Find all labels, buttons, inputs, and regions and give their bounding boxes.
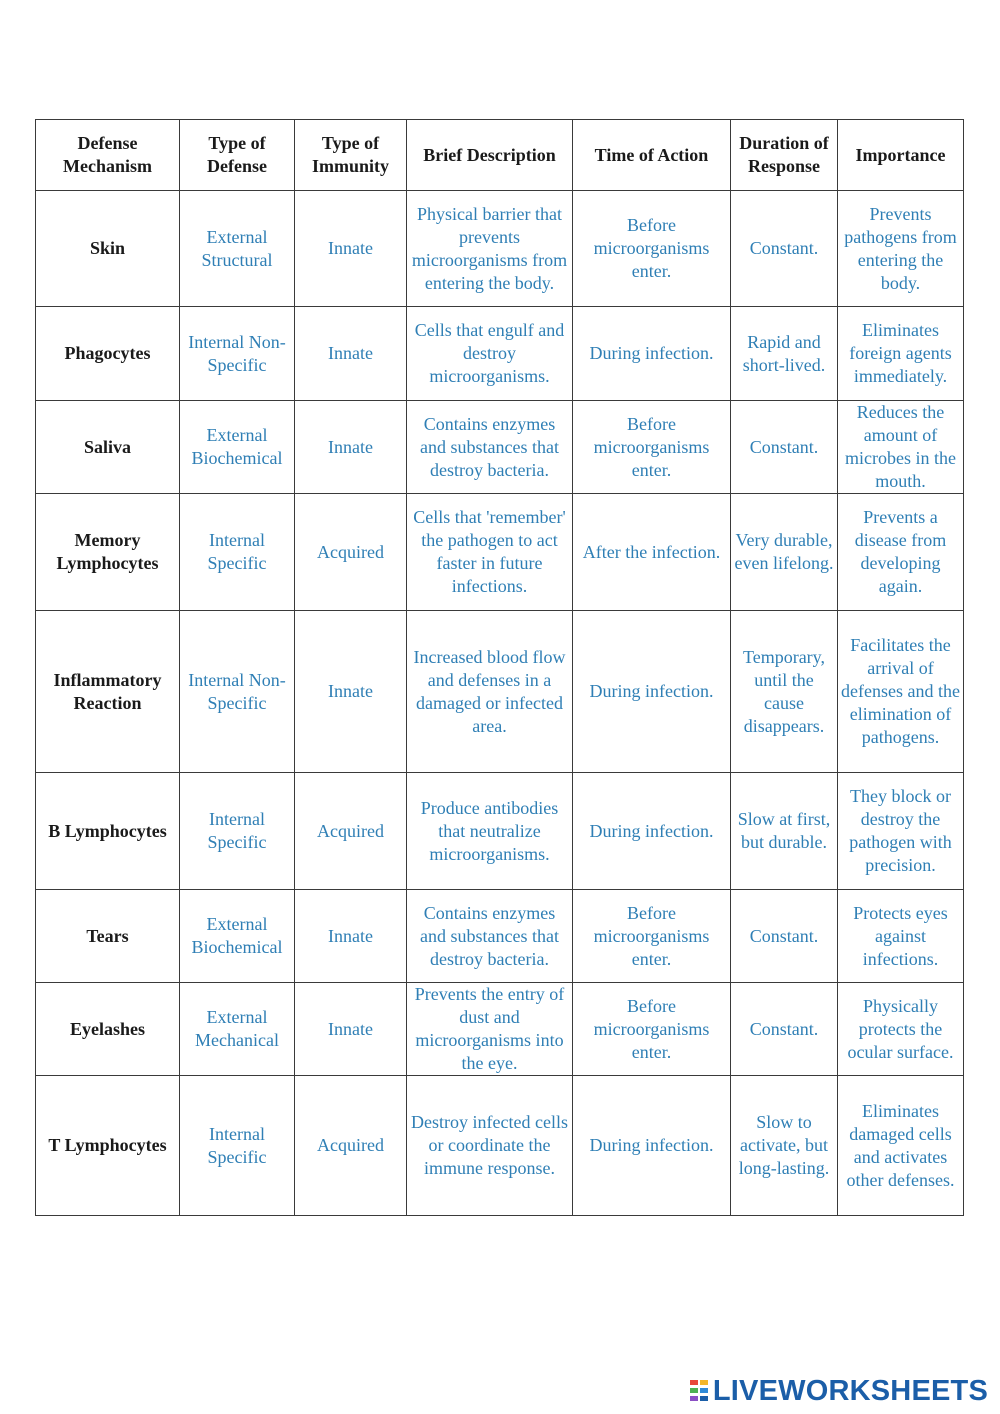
header-type-of-defense: Type of Defense — [180, 120, 295, 191]
type-of-defense-cell: Internal Specific — [180, 1076, 295, 1216]
brief-description-cell: Produce antibodies that neutralize microorganisms. — [407, 773, 573, 890]
type-of-immunity-cell: Innate — [295, 401, 407, 494]
type-of-immunity-cell: Innate — [295, 890, 407, 983]
importance-cell: They block or destroy the pathogen with precision. — [838, 773, 964, 890]
time-of-action-cell: Before microorganisms enter. — [573, 191, 731, 307]
type-of-defense-cell: Internal Specific — [180, 494, 295, 611]
type-of-immunity-cell: Innate — [295, 611, 407, 773]
mechanism-cell: Eyelashes — [36, 983, 180, 1076]
importance-cell: Protects eyes against infections. — [838, 890, 964, 983]
duration-of-response-cell: Temporary, until the cause disappears. — [731, 611, 838, 773]
header-row — [36, 120, 964, 191]
mechanism-cell: Tears — [36, 890, 180, 983]
header-duration-of-response: Duration of Response — [731, 120, 838, 191]
header-defense-mechanism: Defense Mechanism — [36, 120, 180, 191]
time-of-action-cell: Before microorganisms enter. — [573, 890, 731, 983]
mechanism-cell: Saliva — [36, 401, 180, 494]
type-of-immunity-cell: Acquired — [295, 773, 407, 890]
importance-cell: Prevents a disease from developing again. — [838, 494, 964, 611]
duration-of-response-cell: Slow to activate, but long-lasting. — [731, 1076, 838, 1216]
brief-description-cell: Cells that engulf and destroy microorganisms. — [407, 307, 573, 401]
type-of-defense-cell: External Structural — [180, 191, 295, 307]
mechanism-cell: Phagocytes — [36, 307, 180, 401]
brief-description-cell: Physical barrier that prevents microorganisms from entering the body. — [407, 191, 573, 307]
duration-of-response-cell: Very durable, even lifelong. — [731, 494, 838, 611]
duration-of-response-cell: Constant. — [731, 890, 838, 983]
type-of-defense-cell: Internal Specific — [180, 773, 295, 890]
header-brief-description: Brief Description — [407, 120, 573, 191]
time-of-action-cell: During infection. — [573, 773, 731, 890]
time-of-action-cell: Before microorganisms enter. — [573, 983, 731, 1076]
type-of-immunity-cell: Acquired — [295, 494, 407, 611]
header-importance: Importance — [838, 120, 964, 191]
table-row — [36, 1076, 964, 1216]
mechanism-cell: Inflammatory Reaction — [36, 611, 180, 773]
table-row — [36, 307, 964, 401]
importance-cell: Eliminates foreign agents immediately. — [838, 307, 964, 401]
importance-cell: Prevents pathogens from entering the body. — [838, 191, 964, 307]
type-of-immunity-cell: Acquired — [295, 1076, 407, 1216]
importance-cell: Facilitates the arrival of defenses and the elimination of pathogens. — [838, 611, 964, 773]
type-of-defense-cell: External Biochemical — [180, 890, 295, 983]
type-of-defense-cell: Internal Non-Specific — [180, 307, 295, 401]
table-row — [36, 890, 964, 983]
liveworksheets-logo-icon — [689, 1379, 709, 1403]
duration-of-response-cell: Constant. — [731, 983, 838, 1076]
time-of-action-cell: During infection. — [573, 611, 731, 773]
duration-of-response-cell: Constant. — [731, 401, 838, 494]
time-of-action-cell: During infection. — [573, 307, 731, 401]
table-row — [36, 983, 964, 1076]
mechanism-cell: B Lymphocytes — [36, 773, 180, 890]
mechanism-cell: Memory Lymphocytes — [36, 494, 180, 611]
brief-description-cell: Destroy infected cells or coordinate the immune response. — [407, 1076, 573, 1216]
table-row — [36, 401, 964, 494]
brand-name: LIVEWORKSHEETS — [712, 1375, 988, 1407]
type-of-immunity-cell: Innate — [295, 191, 407, 307]
importance-cell: Physically protects the ocular surface. — [838, 983, 964, 1076]
mechanism-cell: Skin — [36, 191, 180, 307]
table-row — [36, 191, 964, 307]
header-time-of-action: Time of Action — [573, 120, 731, 191]
type-of-defense-cell: External Mechanical — [180, 983, 295, 1076]
table-row — [36, 494, 964, 611]
table-row — [36, 773, 964, 890]
duration-of-response-cell: Rapid and short-lived. — [731, 307, 838, 401]
duration-of-response-cell: Constant. — [731, 191, 838, 307]
defense-mechanisms-table — [35, 119, 964, 1216]
type-of-defense-cell: Internal Non-Specific — [180, 611, 295, 773]
importance-cell: Reduces the amount of microbes in the mouth. — [838, 401, 964, 494]
table-row — [36, 611, 964, 773]
brief-description-cell: Cells that 'remember' the pathogen to act faster in future infections. — [407, 494, 573, 611]
time-of-action-cell: During infection. — [573, 1076, 731, 1216]
importance-cell: Eliminates damaged cells and activates other defenses. — [838, 1076, 964, 1216]
duration-of-response-cell: Slow at first, but durable. — [731, 773, 838, 890]
type-of-immunity-cell: Innate — [295, 983, 407, 1076]
brief-description-cell: Prevents the entry of dust and microorganisms into the eye. — [407, 983, 573, 1076]
liveworksheets-brand — [689, 1374, 988, 1408]
time-of-action-cell: After the infection. — [573, 494, 731, 611]
brief-description-cell: Contains enzymes and substances that destroy bacteria. — [407, 890, 573, 983]
type-of-defense-cell: External Biochemical — [180, 401, 295, 494]
brief-description-cell: Contains enzymes and substances that destroy bacteria. — [407, 401, 573, 494]
time-of-action-cell: Before microorganisms enter. — [573, 401, 731, 494]
brief-description-cell: Increased blood flow and defenses in a damaged or infected area. — [407, 611, 573, 773]
type-of-immunity-cell: Innate — [295, 307, 407, 401]
mechanism-cell: T Lymphocytes — [36, 1076, 180, 1216]
header-type-of-immunity: Type of Immunity — [295, 120, 407, 191]
